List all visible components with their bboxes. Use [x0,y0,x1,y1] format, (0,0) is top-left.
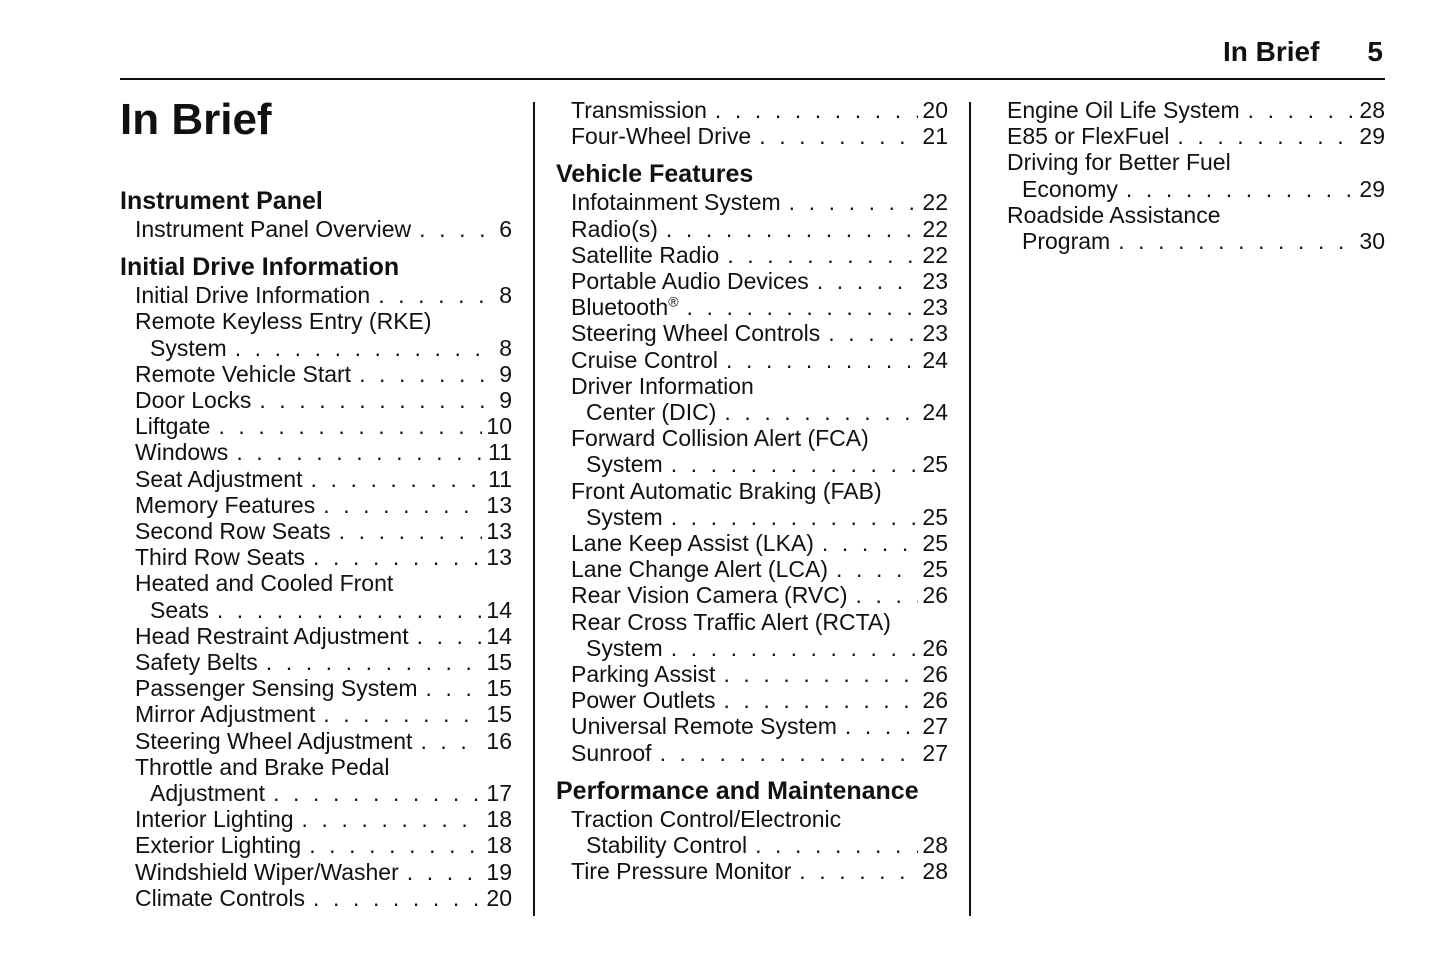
dot-leader [210,413,482,439]
entry-line [571,687,948,713]
entry-page-number[interactable]: 15 [486,675,512,702]
dot-leader [814,530,918,556]
entry-title: System [586,634,663,661]
entry-title: Exterior Lighting [135,832,302,859]
dot-leader [370,282,495,308]
dot-leader [418,675,483,701]
entry-title: Universal Remote System [571,713,837,740]
entry-line [571,347,948,373]
toc-column-3 [1007,97,1385,264]
toc-entry[interactable] [556,806,948,858]
entry-title: Economy [1022,175,1118,202]
entry-title: System [150,334,227,361]
dot-leader [1169,123,1355,149]
section-title: Vehicle Features [556,160,754,189]
toc-column-2 [556,97,948,894]
entry-line [571,635,948,661]
toc-entry[interactable] [556,661,948,687]
toc-entry[interactable] [120,439,512,465]
entry-line [571,504,948,530]
section-title: Initial Drive Information [120,253,400,282]
toc-entry[interactable] [120,728,512,754]
toc-entry[interactable] [120,282,512,308]
entry-page-number[interactable]: 30 [1359,228,1385,255]
toc-entry[interactable] [120,466,512,492]
toc-entry[interactable] [556,123,948,149]
entry-line [571,320,948,346]
entry-page-number[interactable]: 22 [922,189,948,216]
entry-line [135,387,512,413]
toc-column-1 [120,186,512,921]
entry-line [571,556,948,582]
entry-title: Throttle and Brake Pedal [135,753,390,780]
section-title: Instrument Panel [120,187,323,215]
entry-page-number[interactable]: 22 [922,215,948,242]
dot-leader [1118,176,1356,202]
entry-title: Instrument Panel Overview [135,216,412,242]
entry-page-number[interactable]: 23 [922,294,948,321]
dot-leader [409,623,483,649]
dot-leader [301,832,482,858]
entry-line [571,530,948,556]
entry-page-number[interactable]: 9 [499,360,512,387]
dot-leader [828,556,918,582]
entry-title: Remote Keyless Entry (RKE) [135,308,432,335]
entry-title: Front Automatic Braking (FAB) [571,477,882,504]
entry-line [571,97,948,123]
dot-leader [791,858,918,884]
header-rule [120,78,1385,80]
toc-entry[interactable] [556,189,948,215]
toc-entry[interactable] [556,294,948,320]
entry-line [571,713,948,739]
entry-page-number[interactable]: 13 [486,491,512,518]
entry-line [135,361,512,387]
dot-leader [663,635,919,661]
toc-entry[interactable] [556,687,948,713]
entry-page-number[interactable]: 28 [1359,97,1385,123]
toc-entry[interactable] [120,387,512,413]
dot-leader [751,123,918,149]
toc-section-continued [556,97,948,149]
entry-page-number[interactable]: 25 [922,530,948,557]
dot-leader [303,466,485,492]
entry-line [571,268,948,294]
entry-list [556,97,948,149]
dot-leader [809,268,919,294]
dot-leader [652,740,919,766]
dot-leader [848,582,919,608]
dot-leader [305,885,482,911]
toc-entry[interactable] [556,582,948,608]
entry-line [135,466,512,492]
dot-leader [715,687,918,713]
entry-page-number[interactable]: 29 [1359,123,1385,150]
toc-entry[interactable] [1007,97,1385,123]
entry-lead-line [571,478,948,504]
entry-page-number[interactable]: 11 [488,439,512,466]
entry-title: Steering Wheel Controls [571,320,821,347]
entry-title: Traction Control/Electronic [571,805,842,832]
entry-line [135,439,512,465]
toc-section-continued [1007,97,1385,254]
entry-title: Four-Wheel Drive [571,123,752,150]
toc-entry[interactable] [120,859,512,885]
toc-entry[interactable] [556,556,948,582]
column-divider [969,102,971,916]
entry-title: Tire Pressure Monitor [571,858,792,885]
dot-leader [258,649,483,675]
entry-line [135,701,512,727]
entry-page-number[interactable]: 20 [486,884,512,911]
entry-page-number[interactable]: 19 [486,858,512,885]
toc-entry[interactable] [556,347,948,373]
toc-entry[interactable] [120,544,512,570]
entry-title: Bluetooth® [571,293,679,321]
dot-leader [399,859,483,885]
dot-leader [1110,228,1355,254]
entry-line [571,242,948,268]
toc-entry[interactable] [556,530,948,556]
entry-page-number[interactable]: 25 [922,503,948,530]
entry-page-number[interactable]: 15 [486,649,512,676]
entry-page-number[interactable]: 25 [922,556,948,583]
entry-page-number[interactable]: 17 [486,780,512,807]
entry-line [571,740,948,766]
dot-leader [331,518,483,544]
toc-entry[interactable] [120,361,512,387]
toc-entry[interactable] [120,832,512,858]
entry-title: Radio(s) [571,215,658,242]
entry-title: Infotainment System [571,189,781,216]
entry-line [135,216,512,242]
toc-entry[interactable] [556,373,948,425]
entry-page-number[interactable]: 16 [486,727,512,754]
toc-entry[interactable] [556,858,948,884]
entry-lead-line [571,806,948,832]
entry-title: Transmission [571,97,707,123]
dot-leader [820,320,918,346]
entry-list [120,282,512,911]
entry-title: Windows [135,439,229,466]
toc-entry[interactable] [120,701,512,727]
entry-page-number[interactable]: 28 [922,858,948,885]
entry-title: Lane Change Alert (LCA) [571,556,828,583]
toc-entry[interactable] [120,308,512,360]
toc-entry[interactable] [120,649,512,675]
entry-page-number[interactable]: 9 [499,387,512,414]
entry-line [135,492,512,518]
entry-page-number[interactable]: 10 [486,413,512,440]
dot-leader [679,294,919,320]
entry-line [135,885,512,911]
entry-title: Portable Audio Devices [571,268,809,295]
entry-line [571,858,948,884]
dot-leader [837,713,919,739]
entry-page-number[interactable]: 24 [922,346,948,373]
dot-leader [716,399,918,425]
registered-mark: ® [668,293,679,310]
entry-title: Lane Keep Assist (LKA) [571,530,814,557]
dot-leader [305,544,482,570]
entry-title: Remote Vehicle Start [135,360,352,387]
entry-line [571,661,948,687]
dot-leader [411,216,495,242]
entry-lead-line [571,373,948,399]
entry-page-number[interactable]: 20 [922,97,948,123]
entry-title: Memory Features [135,491,316,518]
section-title: Performance and Maintenance [556,776,919,805]
entry-title: Second Row Seats [135,518,331,545]
entry-line [135,544,512,570]
entry-title: System [586,451,663,478]
toc-entry[interactable] [556,713,948,739]
entry-lead-line [571,609,948,635]
entry-title: Forward Collision Alert (FCA) [571,425,869,452]
toc-entry[interactable] [556,268,948,294]
page-title: In Brief [120,95,272,144]
entry-line [135,413,512,439]
entry-title: Door Locks [135,387,252,414]
entry-title: Third Row Seats [135,544,306,571]
toc-entry[interactable] [120,885,512,911]
toc-entry[interactable] [120,623,512,649]
entry-line [571,451,948,477]
toc-entry[interactable] [120,806,512,832]
entry-page-number[interactable]: 18 [486,806,512,833]
entry-page-number[interactable]: 13 [486,518,512,545]
toc-entry[interactable] [556,97,948,123]
toc-section [556,159,948,765]
entry-title: Parking Assist [571,661,716,688]
entry-title: Seat Adjustment [135,465,303,492]
dot-leader [707,97,919,123]
entry-lead-line [1007,202,1385,228]
header-title: In Brief [1222,36,1320,67]
toc-entry[interactable] [1007,123,1385,149]
toc-entry[interactable] [556,320,948,346]
entry-page-number[interactable]: 24 [922,399,948,426]
dot-leader [781,189,919,215]
entry-title: Cruise Control [571,346,718,373]
entry-lead-line [571,425,948,451]
entry-title: Center (DIC) [586,399,717,426]
entry-page-number[interactable]: 22 [922,241,948,268]
dot-leader [663,504,919,530]
entry-page-number[interactable]: 29 [1359,175,1385,202]
entry-page-number[interactable]: 25 [922,451,948,478]
entry-title: Interior Lighting [135,806,294,833]
running-header [1223,34,1383,70]
entry-page-number[interactable]: 14 [486,596,512,623]
entry-line [571,294,948,320]
entry-page-number[interactable]: 26 [922,582,948,609]
entry-page-number[interactable]: 21 [922,123,948,150]
entry-title: Mirror Adjustment [135,701,316,728]
entry-title: Adjustment [150,780,266,807]
entry-title: Liftgate [135,413,211,440]
entry-list [120,216,512,242]
entry-line [571,832,948,858]
entry-page-number[interactable]: 14 [486,622,512,649]
entry-page-number[interactable]: 11 [488,465,512,492]
entry-line [135,282,512,308]
entry-page-number[interactable]: 6 [499,216,512,242]
entry-line [571,189,948,215]
dot-leader [228,439,484,465]
entry-lead-line [135,308,512,334]
entry-line [571,216,948,242]
toc-entry[interactable] [556,216,948,242]
toc-entry[interactable] [1007,202,1385,254]
dot-leader [315,492,482,518]
dot-leader [294,806,483,832]
entry-title: Initial Drive Information [135,282,371,309]
entry-line [1007,228,1385,254]
entry-title: Power Outlets [571,687,716,714]
entry-line [1007,97,1385,123]
dot-leader [718,347,918,373]
entry-lead-line [1007,149,1385,175]
entry-line [135,649,512,675]
dot-leader [715,661,918,687]
column-divider [533,102,535,916]
entry-line [135,780,512,806]
entry-page-number[interactable]: 8 [499,282,512,309]
entry-line [571,582,948,608]
entry-title: Program [1022,228,1111,255]
entry-line [571,399,948,425]
entry-line [571,123,948,149]
entry-title: Head Restraint Adjustment [135,622,409,649]
toc-section [120,186,512,242]
toc-entry[interactable] [120,675,512,701]
entry-line [135,623,512,649]
entry-title: E85 or FlexFuel [1007,123,1170,150]
entry-line [135,597,512,623]
toc-entry[interactable] [556,740,948,766]
entry-title: System [586,503,663,530]
toc-entry[interactable] [556,425,948,477]
toc-entry[interactable] [120,518,512,544]
entry-line [135,675,512,701]
dot-leader [747,832,918,858]
dot-leader [227,335,496,361]
entry-line [135,518,512,544]
entry-title: Stability Control [586,832,748,859]
dot-leader [658,216,918,242]
toc-entry[interactable] [556,478,948,530]
entry-title: Windshield Wiper/Washer [135,858,399,885]
entry-page-number[interactable]: 15 [486,701,512,728]
entry-line [135,806,512,832]
entry-title: Satellite Radio [571,241,720,268]
entry-list [556,189,948,765]
dot-leader [1240,97,1356,123]
toc-entry[interactable] [556,242,948,268]
toc-entry[interactable] [120,216,512,242]
entry-page-number[interactable]: 27 [922,713,948,740]
entry-page-number[interactable]: 27 [922,739,948,766]
toc-entry[interactable] [120,492,512,518]
dot-leader [663,451,919,477]
entry-page-number[interactable]: 23 [922,268,948,295]
entry-page-number[interactable]: 26 [922,687,948,714]
entry-page-number[interactable]: 26 [922,661,948,688]
entry-title: Driving for Better Fuel [1007,149,1231,176]
entry-page-number[interactable]: 18 [486,832,512,859]
dot-leader [315,701,482,727]
dot-leader [412,728,482,754]
entry-page-number[interactable]: 8 [499,334,512,361]
dot-leader [265,780,482,806]
entry-title: Seats [150,596,209,623]
entry-title: Roadside Assistance [1007,201,1221,228]
entry-title: Climate Controls [135,884,305,911]
entry-title: Sunroof [571,739,652,766]
entry-line [1007,123,1385,149]
entry-title: Steering Wheel Adjustment [135,727,413,754]
entry-title: Safety Belts [135,649,258,676]
toc-entry[interactable] [120,413,512,439]
dot-leader [351,361,495,387]
entry-line [135,832,512,858]
toc-entry[interactable] [120,570,512,622]
entry-line [135,728,512,754]
entry-line [135,335,512,361]
entry-line [1007,176,1385,202]
entry-list [1007,97,1385,254]
toc-entry[interactable] [556,609,948,661]
toc-entry[interactable] [120,754,512,806]
entry-title: Engine Oil Life System [1007,97,1240,123]
dot-leader [209,597,483,623]
entry-page-number[interactable]: 23 [922,320,948,347]
entry-lead-line [135,754,512,780]
entry-page-number[interactable]: 28 [922,832,948,859]
toc-entry[interactable] [1007,149,1385,201]
dot-leader [719,242,918,268]
entry-list [556,806,948,885]
entry-title: Rear Vision Camera (RVC) [571,582,848,609]
entry-page-number[interactable]: 13 [486,544,512,571]
entry-line [135,859,512,885]
entry-page-number[interactable]: 26 [922,634,948,661]
entry-title: Passenger Sensing System [135,675,418,702]
entry-title: Rear Cross Traffic Alert (RCTA) [571,608,891,635]
dot-leader [251,387,495,413]
entry-title: Driver Information [571,372,754,399]
entry-lead-line [135,570,512,596]
toc-section [556,776,948,885]
entry-title: Heated and Cooled Front [135,570,394,597]
toc-section [120,252,512,911]
header-page-number: 5 [1367,36,1383,67]
